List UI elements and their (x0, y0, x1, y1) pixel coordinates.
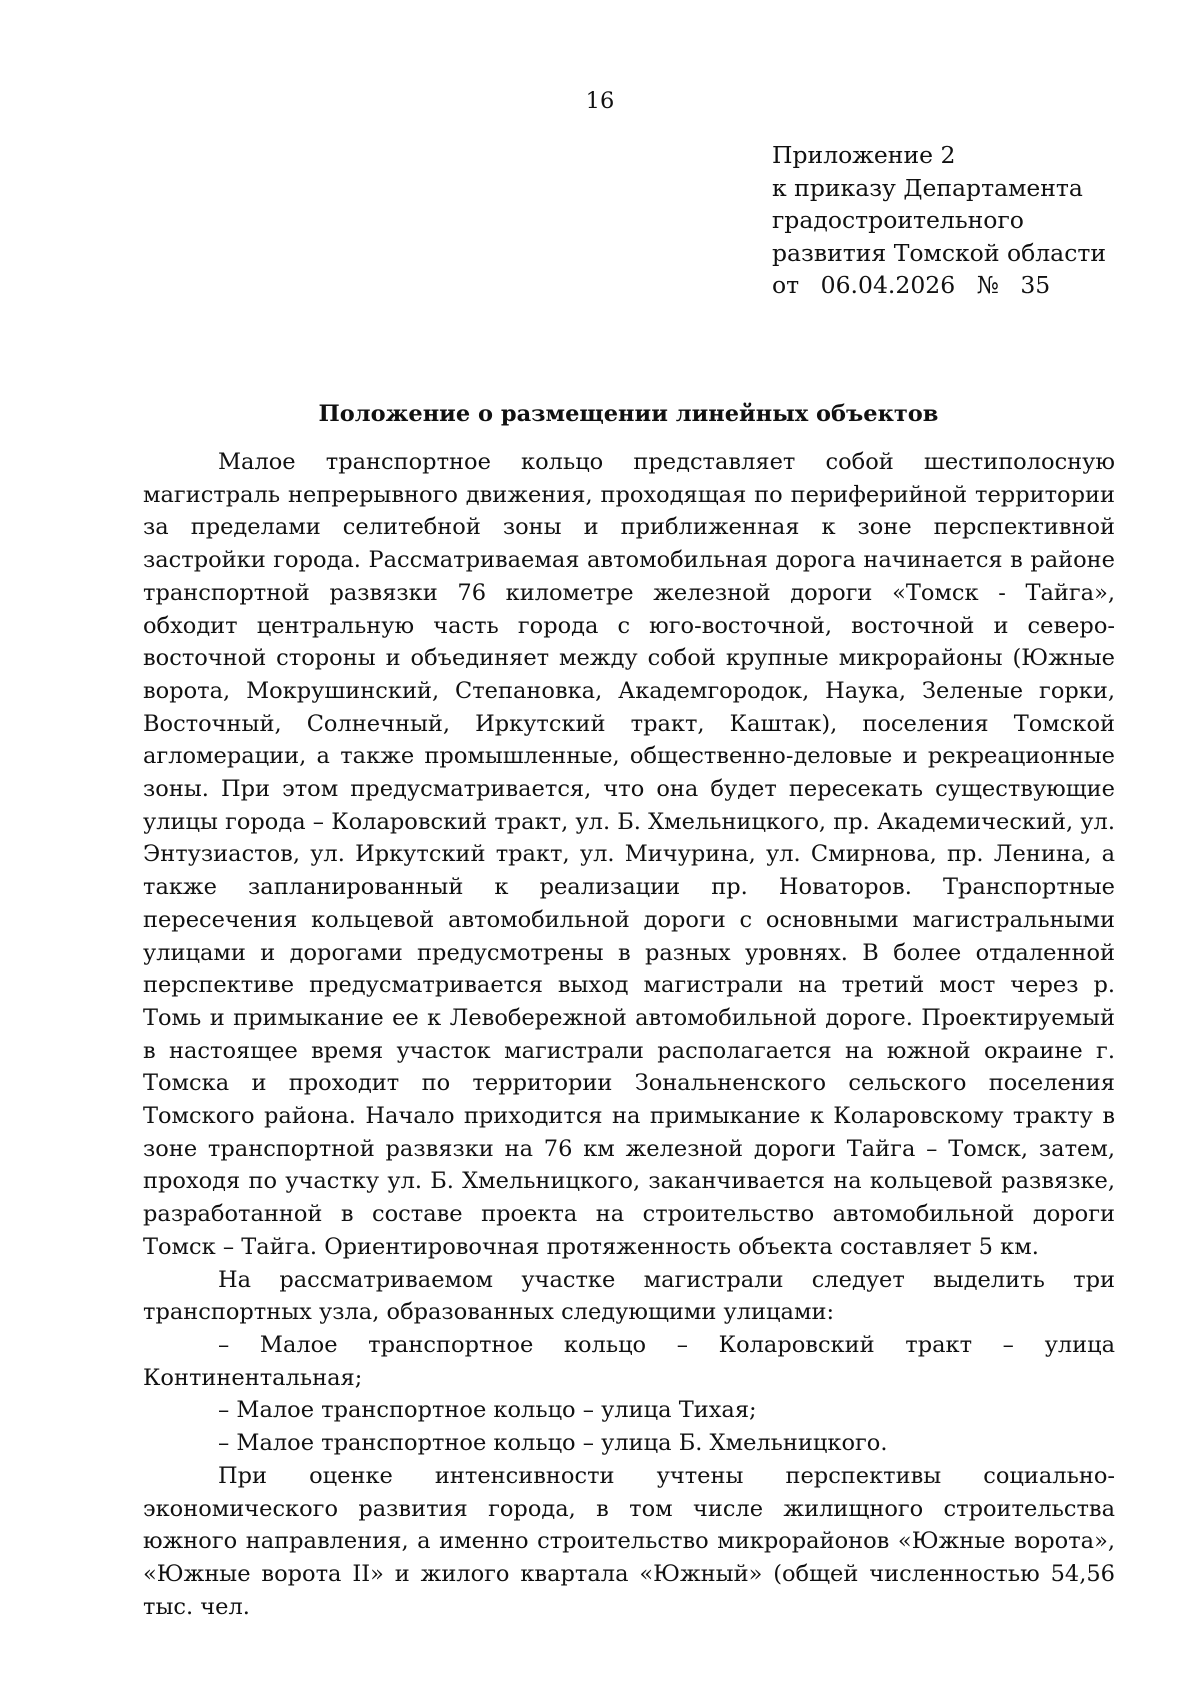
appendix-header (772, 139, 1172, 302)
list-item: – Малое транспортное кольцо – улица Б. Хмельницкого. (218, 1430, 888, 1457)
appendix-line: развития Томской области (772, 238, 1107, 267)
appendix-line: градостроительного (772, 206, 1024, 234)
page-number: 16 (585, 88, 615, 114)
list-item: – Малое транспортное кольцо – улица Тихая; (218, 1397, 757, 1424)
appendix-line: от 06.04.2026 № 35 (772, 271, 1051, 299)
body-paragraph: При оценке интенсивности учтены перспективы социально-экономического развития города, в том числе жилищного строительства южного направления, а именно строительство микрорайонов «Южные ворота», «Южные ворота II» и жилого квартала «Южный» (общей численностью 54,56 тыс. чел. (143, 1462, 1115, 1620)
body-paragraph: Малое транспортное кольцо представляет собой шестиполосную магистраль непрерывного движения, проходящая по периферийной территории за пределами селитебной зоны и приближенная к зоне перспективной застройки города. Рассматриваемая автомобильная дорога начинается в районе транспортной развязки 76 километре железной дороги «Томск - Тайга», обходит центральную часть города с юго-восточной, восточной и северо-восточной стороны и объединяет между собой крупные микрорайоны (Южные ворота, Мокрушинский, Степановка, Академгородок, Наука, Зеленые горки, Восточный, Солнечный, Иркутский тракт, Каштак), поселения Томской агломерации, а также промышленные, общественно-деловые и рекреационные зоны. При этом предусматривается, что она будет пересекать существующие улицы города – Коларовский тракт, ул. Б. Хмельницкого, пр. Академический, ул. Энтузиастов, ул. Иркутский тракт, ул. Мичурина, ул. Смирнова, пр. Ленина, а также запланированный к реализации пр. Новаторов. Транспортные пересечения кольцевой автомобильной дороги с основными магистральными улицами и дорогами предусмотрены в разных уровнях. В более отдаленной перспективе предусматривается выход магистрали на третий мост через р. Томь и примыкание ее к Левобережной автомобильной дороге. Проектируемый в настоящее время участок магистрали располагается на южной окраине г. Томска и проходит по территории Зональненского сельского поселения Томского района. Начало приходится на примыкание к Коларовскому тракту в зоне транспортной развязки на 76 км железной дороги Тайга – Томск, затем, проходя по участку ул. Б. Хмельницкого, заканчивается на кольцевой развязке, разработанной в составе проекта на строительство автомобильной дороги Томск – Тайга. Ориентировочная протяженность объекта составляет 5 км. (143, 449, 1115, 1260)
appendix-line: Приложение 2 (772, 141, 956, 169)
appendix-line: к приказу Департамента (772, 173, 1083, 202)
list-item: – Малое транспортное кольцо – Коларовский тракт – улица Континентальная; (143, 1331, 1115, 1391)
document-title: Положение о размещении линейных объектов (318, 401, 939, 427)
body-paragraph: На рассматриваемом участке магистрали следует выделить три транспортных узла, образованных следующими улицами: (143, 1266, 1115, 1326)
document-body (143, 446, 1115, 1623)
